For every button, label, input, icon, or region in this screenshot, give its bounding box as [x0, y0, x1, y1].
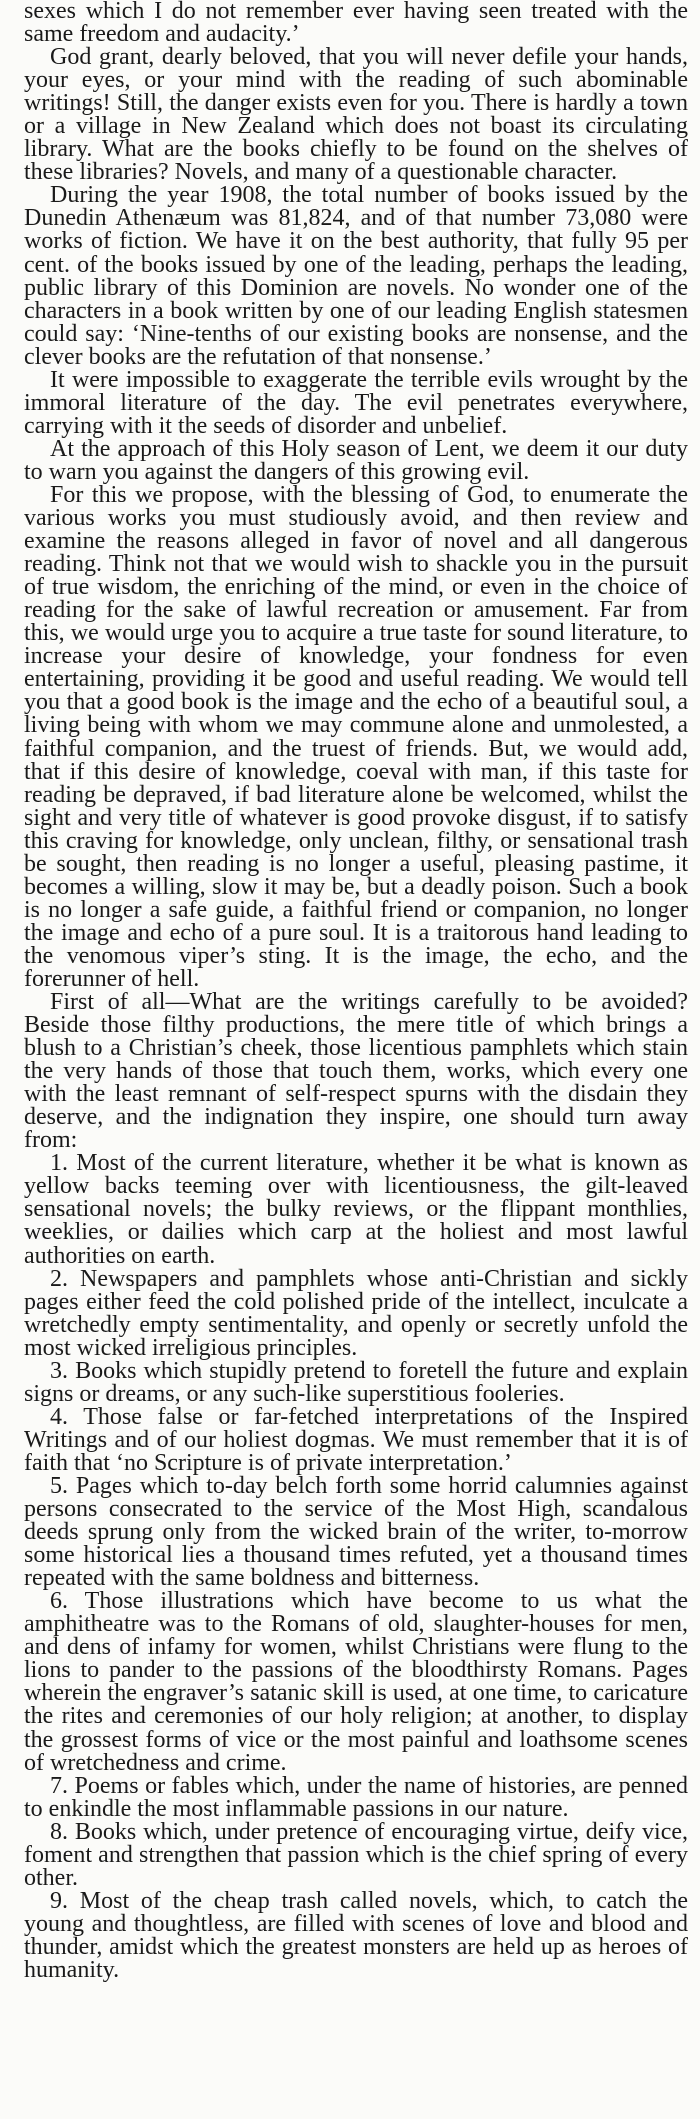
paragraph-first-of-all: First of all—What are the writings carefully to be avoided? Beside those filthy productions, the mere title of which brings a blush to a Christian’s cheek, those licentious pamphlets which stain the very hands of those that touch them, works, which every one with the least remnant of self-respect spurns with the disdain they deserve, and the indignation they inspire, one should turn away from:: [24, 989, 688, 1154]
list-item-6: 6. Those illustrations which have become to us what the amphitheatre was to the Romans of old, slaughter-houses for men, and dens of infamy for women, whilst Christians were flung to the lions to pander to the passions of the bloodthirsty Romans. Pages wherein the engraver’s satanic skill is used, at one time, to caricature the rites and ceremonies of our holy religion; at another, to display the grossest forms of vice or the most painful and loathsome scenes of wretchedness and crime.: [24, 1588, 688, 1776]
list-item-1: 1. Most of the current literature, whether it be what is known as yellow backs teeming over with licentiousness, the gilt-leaved sensational novels; the bulky reviews, or the flippant monthlies, weeklies, or dailies which carp at the holiest and most lawful authorities on earth.: [24, 1150, 688, 1269]
paragraph-god-grant: God grant, dearly beloved, that you will never defile your hands, your eyes, or your mind with the reading of such abominable writings! Still, the danger exists even for you. There is hardly a town or a village in New Zealand which does not boast its circulating library. What are the books chiefly to be found on the shelves of these libraries? Novels, and many of a questionable character.: [24, 44, 688, 186]
paragraph-continuation: sexes which I do not remember ever having seen treated with the same freedom and audacity.’: [24, 0, 688, 48]
list-item-5: 5. Pages which to-day belch forth some horrid calumnies against persons consecrated to the service of the Most High, scandalous deeds sprung only from the wicked brain of the writer, to-morrow some historical lies a thousand times refuted, yet a thousand times repeated with the same boldness and bitterness.: [24, 1473, 688, 1592]
list-item-4: 4. Those false or far-fetched interpretations of the Inspired Writings and of our holiest dogmas. We must remember that it is of faith that ‘no Scripture is of private interpretation.’: [24, 1403, 688, 1476]
paragraph-lent: At the approach of this Holy season of Lent, we deem it our duty to warn you against the dangers of this growing evil.: [24, 435, 688, 485]
list-item-2: 2. Newspapers and pamphlets whose anti-Christian and sickly pages either feed the cold polished pride of the intellect, inculcate a wretchedly empty sentimentality, and openly or secretly unfold the most wicked irreligious principles.: [24, 1265, 688, 1361]
paragraph-proposal: For this we propose, with the blessing of God, to enumerate the various works you must studiously avoid, and then review and examine the reasons alleged in favor of novel and all dangerous reading. Think not that we would wish to shackle you in the pursuit of true wisdom, the enriching of the mind, or even in the choice of reading for the sake of lawful recreation or amusement. Far from this, we would urge you to acquire a true taste for sound literature, to increase your desire of knowledge, your fondness for even entertaining, providing it be good and useful reading. We would tell you that a good book is the image and the echo of a beautiful soul, a living being with whom we may commune alone and unmolested, a faithful companion, and the truest of friends. But, we would add, that if this desire of knowledge, coeval with man, if this taste for reading be depraved, if bad literature alone be welcomed, whilst the sight and very title of whatever is good provoke disgust, if to satisfy this craving for knowledge, only unclean, filthy, or sensational trash be sought, then reading is no longer a useful, pleasing pastime, it becomes a willing, slow it may be, but a deadly poison. Such a book is no longer a safe guide, a faithful friend or companion, no longer the image and echo of a pure soul. It is a traitorous hand leading to the venomous viper’s sting. It is the image, the echo, and the forerunner of hell.: [24, 481, 688, 992]
paragraph-evils: It were impossible to exaggerate the terrible evils wrought by the immoral literature of the day. The evil penetrates everywhere, carrying with it the seeds of disorder and unbelief.: [24, 366, 688, 439]
list-item-8: 8. Books which, under pretence of encouraging virtue, deify vice, foment and strengthen that passion which is the chief spring of every other.: [24, 1818, 688, 1891]
list-item-3: 3. Books which stupidly pretend to foretell the future and explain signs or dreams, or any such-like superstitious fooleries.: [24, 1357, 688, 1407]
list-item-7: 7. Poems or fables which, under the name of histories, are penned to enkindle the most inflammable passions in our nature.: [24, 1772, 688, 1822]
paragraph-year-1908: During the year 1908, the total number of books issued by the Dunedin Athenæum was 81,824, and of that number 73,080 were works of fiction. We have it on the best authority, that fully 95 per cent. of the books issued by one of the leading, perhaps the leading, public library of this Dominion are novels. No wonder one of the characters in a book written by one of our leading English statesmen could say: ‘Nine-tenths of our existing books are nonsense, and the clever books are the refutation of that nonsense.’: [24, 182, 688, 370]
list-item-9: 9. Most of the cheap trash called novels, which, to catch the young and thoughtless, are filled with scenes of love and blood and thunder, amidst which the greatest monsters are held up as heroes of humanity.: [24, 1887, 688, 1983]
